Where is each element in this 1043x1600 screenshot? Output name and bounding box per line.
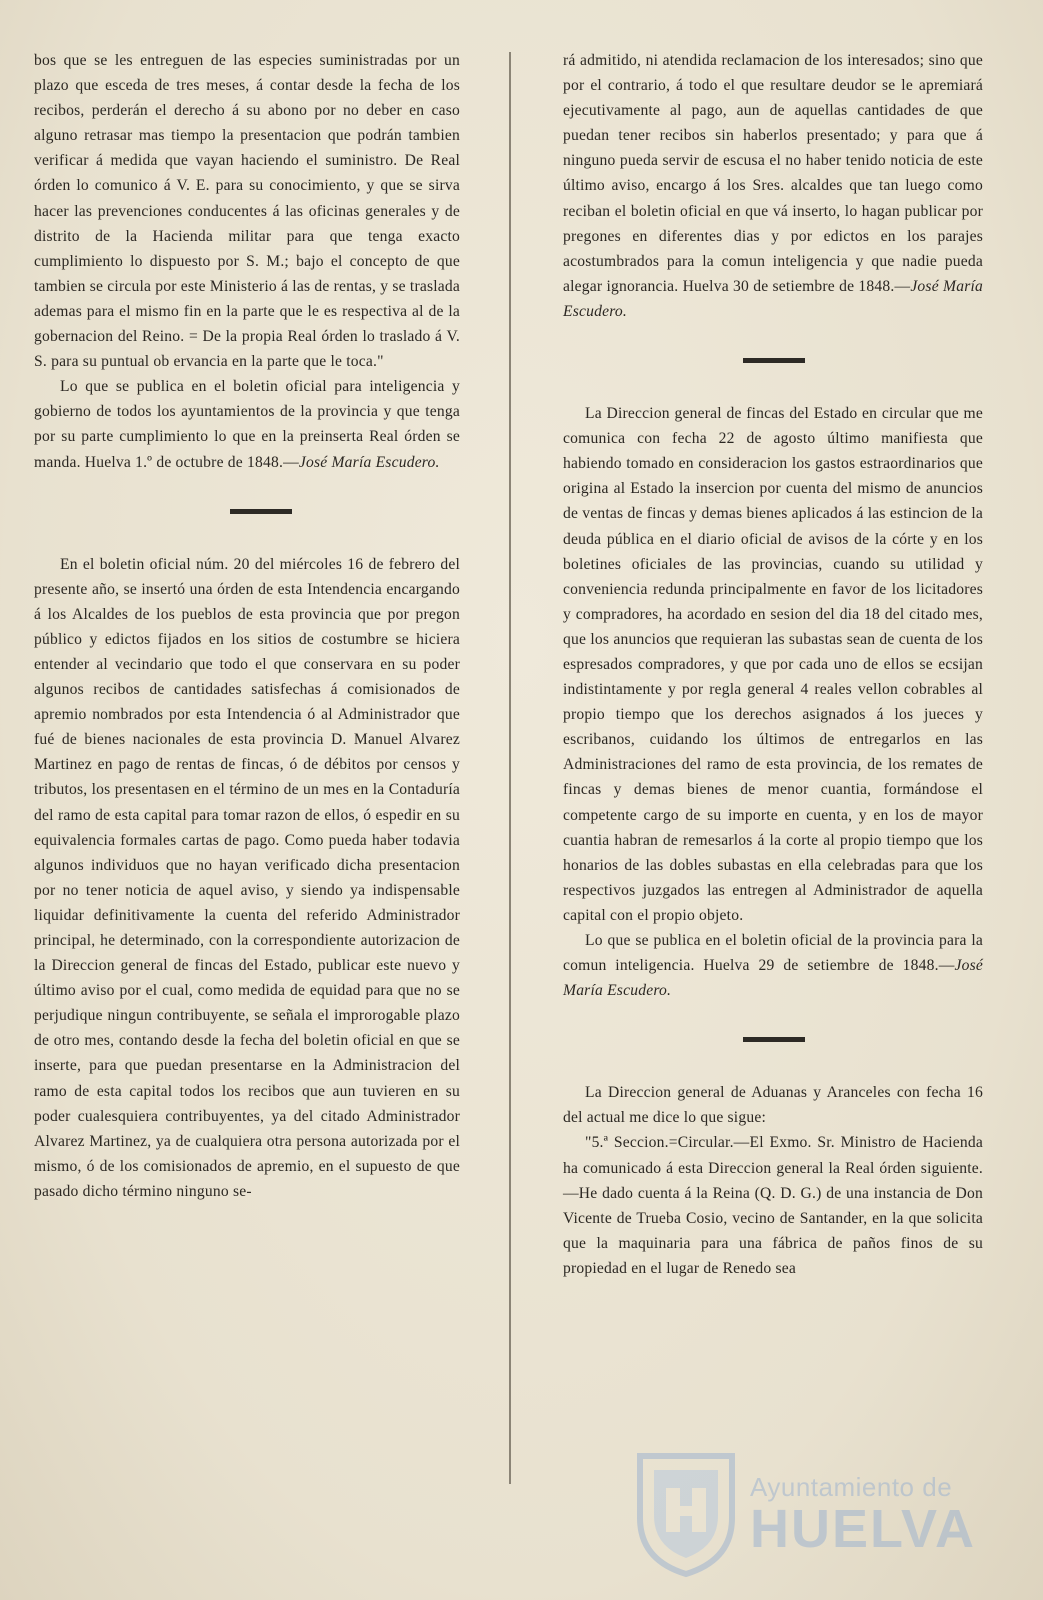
signature: José María Escudero.	[298, 453, 440, 471]
watermark-line-2: HUELVA	[750, 1499, 976, 1559]
right-paragraph-4: La Direccion general de Aduanas y Aranceles con fecha 16 del actual me dice lo que sigue:	[563, 1084, 983, 1127]
right-column	[563, 48, 983, 1281]
watermark-line-1: Ayuntamiento de	[750, 1472, 953, 1502]
right-paragraph-1-text: rá admitido, ni atendida reclamacion de los interesados; sino que por el contrario, á todo el que resultare deudor se le apremiará ejecutivamente al pago, aun de aquellas cantidades de que puedan tener recibos sin haberlos presentado; y para que á ninguno pueda servir de escusa el no haber tenido noticia de este último aviso, encargo á los Sres. alcaldes que tan luego como reciban el boletin oficial en que vá inserto, lo hagan publicar por pregones en diferentes dias y por edictos en los parajes acostumbrados para la comun inteligencia y que nadie pueda alegar ignorancia. Huelva 30 de setiembre de 1848.—	[563, 52, 983, 295]
column-divider	[509, 52, 511, 1484]
signature: José María Escudero.	[563, 957, 983, 1000]
left-paragraph-3: En el boletin oficial núm. 20 del miércoles 16 de febrero del presente año, se insertó una órden de esta Intendencia encargando á los Alcaldes de los pueblos de esta provincia que por pregon público y edictos fijados en los sitios de costumbre se hiciera entender al vecindario que todo el que conservara en su poder algunos recibos de cantidades satisfechas á comisionados de apremio nombrados por esta Intendencia ó al Administrador que fué de bienes nacionales de esta provincia D. Manuel Alvarez Martinez en pago de rentas de fincas, ó de débitos por censos y tributos, los presentasen en el término de un mes en la Contaduría del ramo de esta capital para tomar razon de ellos, ó espedir en su equivalencia formales cartas de pago. Como pueda haber todavia algunos individuos que no hayan verificado dicha presentacion por no tener noticia de aquel aviso, y siendo ya indispensable liquidar definitivamente la cuenta del referido Administrador principal, he determinado, con la correspondiente autorizacion de la Direccion general de fincas del Estado, publicar este nuevo y último aviso por el cual, como medida de equidad para que no se perjudique ningun contribuyente, se señala el improrogable plazo de otro mes, contando desde la fecha del boletin oficial en que se inserte, para que puedan presentarse en la Administracion del ramo de esta capital todos los recibos que aun tuvieren en su poder cualesquiera contribuyentes, ya del citado Administrador Alvarez Martinez, ya de cualquiera otra persona autorizada por el mismo, ó de los comisionados de apremio, en el supuesto de que pasado dicho término ninguno se-	[34, 555, 460, 1200]
left-paragraph-2	[34, 374, 460, 474]
signature: José María Escudero.	[563, 277, 983, 320]
left-paragraph-1: bos que se les entreguen de las especies suministradas por un plazo que esceda de tres meses, á contar desde la fecha de los recibos, perderán el derecho á su abono por no deber en caso alguno retrasar mas tiempo la presentacion que podrán tambien verificar á medida que vayan haciendo el suministro. De Real órden lo comunico á V. E. para su conocimiento, y que se sirva hacer las prevenciones conducentes á las oficinas generales y de distrito de la Hacienda militar para que tenga exacto cumplimiento lo dispuesto por S. M.; bajo el concepto de que tambien se circula por este Ministerio á las de rentas, y se traslada ademas para el mismo fin en la parte que le es respectiva al de la gobernacion del Reino. = De la propia Real órden lo traslado á V. S. para su puntual ob ervancia en la parte que le toca."	[34, 52, 460, 371]
right-paragraph-3-text: Lo que se publica en el boletin oficial de la provincia para la comun inteligencia. Huelva 29 de setiembre de 1848.—	[563, 932, 983, 975]
right-paragraph-3	[563, 928, 983, 1003]
city-seal-icon	[632, 1448, 740, 1578]
left-column	[34, 48, 460, 1204]
right-paragraph-1	[563, 48, 983, 324]
watermark	[632, 1448, 976, 1578]
left-paragraph-2-text: Lo que se publica en el boletin oficial para inteligencia y gobierno de todos los ayuntamientos de la provincia y que tenga por su parte cumplimiento lo que en la preinserta Real órden se manda. Huelva 1.º de octubre de 1848.—	[34, 378, 460, 471]
right-paragraph-5: "5.ª Seccion.=Circular.—El Exmo. Sr. Ministro de Hacienda ha comunicado á esta Direccion general la Real órden siguiente.—He dado cuenta á la Reina (Q. D. G.) de una instancia de Don Vicente de Trueba Cosio, vecino de Santander, en la que solicita que la maquinaria para una fábrica de paños finos de su propiedad en el lugar de Renedo sea	[563, 1134, 983, 1277]
right-paragraph-2: La Direccion general de fincas del Estado en circular que me comunica con fecha 22 de agosto último manifiesta que habiendo tomado en consideracion los gastos estraordinarios que origina al Estado la insercion por cuenta del mismo de anuncios de ventas de fincas y demas bienes aplicados á las estincion de la deuda pública en el diario oficial de avisos de la córte y en los boletines oficiales de las provincias, cuando su utilidad y conveniencia redunda principalmente en favor de los licitadores y compradores, ha acordado en sesion del dia 18 del citado mes, que los anuncios que requieran las subastas sean de cuenta de los espresados compradores, y que por cada uno de ellos se ecsijan indistintamente y por regla general 4 reales vellon cobrables al propio tiempo que los derechos asignados á los jueces y escribanos, cuidando los últimos de entregarlos en las Administraciones del ramo de esta provincia, de los remates de fincas y demas bienes de menor cuantia, formándose el competente cargo de su importe en cuenta, y en los de mayor cuantia habran de remesarlos á la corte al propio tiempo que los honarios de las dobles subastas en ella celebradas para que los respectivos juzgados las entregen al Administrador de aquella capital con el propio objeto.	[563, 405, 983, 924]
